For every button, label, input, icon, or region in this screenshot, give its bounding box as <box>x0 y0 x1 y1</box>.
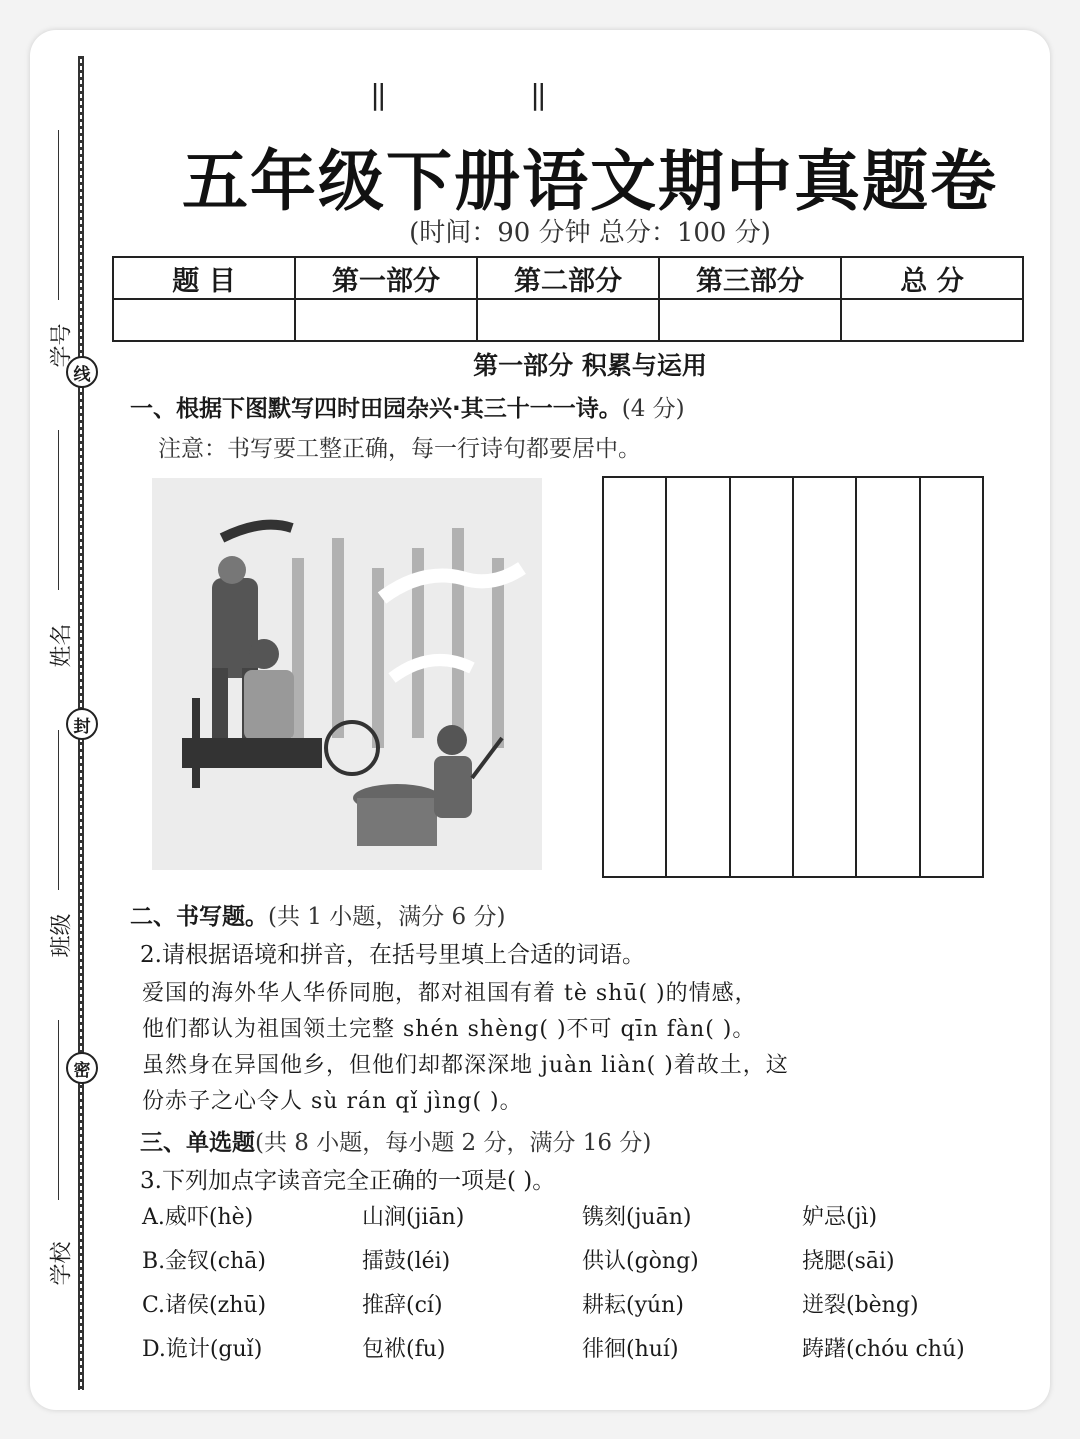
part1-title: 第一部分 积累与运用 <box>473 351 707 380</box>
option-d-word-4: 踌躇(chóu chú) <box>802 1337 965 1362</box>
field-line-class <box>58 730 59 890</box>
q1-note: 注意：书写要工整正确，每一行诗句都要居中。 <box>158 436 641 462</box>
option-a-word-3: 镌刻(juān) <box>582 1205 692 1230</box>
option-a-word-4: 妒忌(jì) <box>802 1205 878 1230</box>
option-row-a[interactable] <box>142 1200 1022 1231</box>
score-header-part3: 第三部分 <box>659 257 841 299</box>
field-line-name <box>58 430 59 590</box>
score-cell[interactable] <box>477 299 659 341</box>
score-cell[interactable] <box>113 299 295 341</box>
option-a-word-2: 山涧(jiān) <box>362 1205 465 1230</box>
q2-instruction: 2.请根据语境和拼音，在括号里填上合适的词语。 <box>140 942 645 968</box>
option-c-word-4: 迸裂(bèng) <box>802 1293 919 1318</box>
score-header-part2: 第二部分 <box>477 257 659 299</box>
option-b-word-1: B.金钗(chā) <box>142 1249 266 1274</box>
grid-column[interactable] <box>921 478 982 876</box>
exam-paper <box>30 30 1050 1410</box>
seal-feng: 封 <box>66 708 98 740</box>
option-c-word-2: 推辞(cí) <box>362 1293 443 1318</box>
field-line-school <box>58 1020 59 1200</box>
grid-column[interactable] <box>604 478 667 876</box>
q2-line-2: 他们都认为祖国领土完整 shén shèng( )不可 qīn fàn( )。 <box>142 1017 756 1042</box>
farm-scene-illustration <box>152 478 542 870</box>
decoration-mark: ‖ <box>530 78 547 111</box>
field-line-student-id <box>58 130 59 300</box>
score-header-part1: 第一部分 <box>295 257 477 299</box>
q2-line-1: 爱国的海外华人华侨同胞，都对祖国有着 tè shū( )的情感， <box>142 981 758 1006</box>
score-cell[interactable] <box>659 299 841 341</box>
q3-heading <box>140 1124 651 1157</box>
field-label-class: 班级 <box>49 913 75 958</box>
option-d-word-2: 包袱(fu) <box>362 1337 446 1362</box>
grid-column[interactable] <box>731 478 794 876</box>
option-b-word-2: 擂鼓(léi) <box>362 1249 451 1274</box>
grid-column[interactable] <box>857 478 920 876</box>
field-label-school: 学校 <box>49 1241 75 1286</box>
option-row-b[interactable] <box>142 1244 1022 1275</box>
option-d-word-1: D.诡计(guǐ) <box>142 1337 263 1362</box>
option-a-word-1: A.威吓(hè) <box>142 1205 254 1230</box>
decoration-mark: ‖ <box>370 78 387 111</box>
q2-line-3: 虽然身在异国他乡，但他们却都深深地 juàn liàn( )着故土，这 <box>142 1053 789 1078</box>
seal-mi: 密 <box>66 1052 98 1084</box>
option-d-word-3: 徘徊(huí) <box>582 1337 679 1362</box>
q3-heading-text: 三、单选题 <box>140 1130 255 1156</box>
q2-heading <box>130 898 505 931</box>
grid-column[interactable] <box>667 478 730 876</box>
score-cell[interactable] <box>295 299 477 341</box>
q1-heading <box>130 390 685 423</box>
field-label-name: 姓名 <box>49 623 75 668</box>
q2-line-4: 份赤子之心令人 sù rán qǐ jìng( )。 <box>142 1089 523 1114</box>
q1-score: (4 分) <box>621 396 685 422</box>
q2-heading-text: 二、书写题。 <box>130 904 268 930</box>
option-row-c[interactable] <box>142 1288 1022 1319</box>
q3-score: (共 8 小题，每小题 2 分，满分 16 分) <box>255 1130 652 1156</box>
score-cell[interactable] <box>841 299 1023 341</box>
option-b-word-4: 挠腮(sāi) <box>802 1249 895 1274</box>
option-c-word-3: 耕耘(yún) <box>582 1293 684 1318</box>
seal-xian: 线 <box>66 356 98 388</box>
grid-column[interactable] <box>794 478 857 876</box>
q1-heading-text: 一、根据下图默写四时田园杂兴·其三十一一诗。 <box>130 396 622 422</box>
score-header-total: 总 分 <box>841 257 1023 299</box>
score-header-item: 题 目 <box>113 257 295 299</box>
option-c-word-1: C.诸侯(zhū) <box>142 1293 267 1318</box>
q3-question: 3.下列加点字读音完全正确的一项是( )。 <box>140 1168 556 1194</box>
poem-writing-grid[interactable] <box>602 476 984 878</box>
field-label-student-id: 学号 <box>49 323 75 368</box>
option-b-word-3: 供认(gòng) <box>582 1249 699 1274</box>
option-row-d[interactable] <box>142 1332 1022 1363</box>
score-table <box>112 256 1024 342</box>
poem-illustration <box>152 478 542 870</box>
q2-score: (共 1 小题，满分 6 分) <box>268 904 506 930</box>
exam-info: (时间：90 分钟 总分：100 分) <box>409 218 771 248</box>
page-title: 五年级下册语文期中真题卷 <box>182 143 998 220</box>
